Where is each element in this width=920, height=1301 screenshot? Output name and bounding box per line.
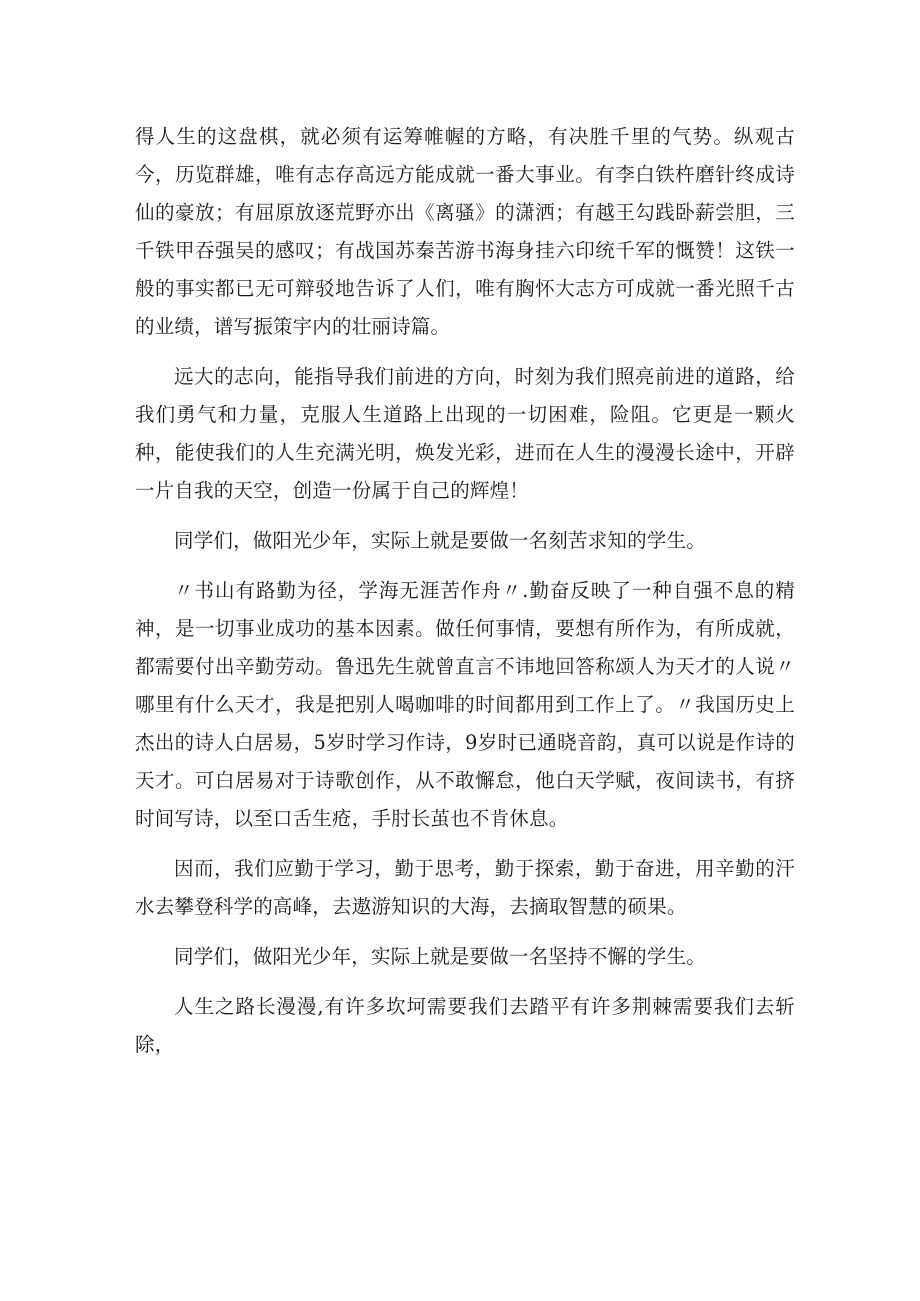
paragraph-2: 远大的志向，能指导我们前进的方向，时刻为我们照亮前进的道路，给我们勇气和力量，克服人生道路上出现的一切困难，险阻。它更是一颗火种，能使我们的人生充满光明，焕发光彩，进而在人生的漫漫长途中，开辟一片自我的天空，创造一份属于自己的辉煌！ (135, 365, 795, 502)
paragraph-5: 因而，我们应勤于学习，勤于思考，勤于探索，勤于奋进，用辛勤的汗水去攀登科学的高峰，去遨游知识的大海，去摘取智慧的硕果。 (135, 857, 795, 918)
paragraph-4: 〃书山有路勤为径，学海无涯苦作舟〃.勤奋反映了一种自强不息的精神，是一切事业成功的基本因素。做任何事情，要想有所作为，有所成就，都需要付出辛勤劳动。鲁迅先生就曾直言不讳地回答称颂人为天才的人说〃哪里有什么天才，我是把别人喝咖啡的时间都用到工作上了。〃我国历史上杰出的诗人白居易，5岁时学习作诗，9岁时已通晓音韵，真可以说是作诗的天才。可白居易对于诗歌创作，从不敢懈怠，他白天学赋，夜间读书，有挤时间写诗，以至口舌生疮，手肘长茧也不肯休息。 (135, 579, 795, 830)
article-body (135, 118, 795, 1076)
paragraph-6: 同学们，做阳光少年，实际上就是要做一名坚持不懈的学生。 (174, 945, 706, 968)
paragraph-7: 人生之路长漫漫,有许多坎坷需要我们去踏平有许多荆棘需要我们去斩除， (135, 995, 795, 1056)
paragraph-3: 同学们，做阳光少年，实际上就是要做一名刻苦求知的学生。 (174, 529, 706, 552)
paragraph-1: 得人生的这盘棋，就必须有运筹帷幄的方略，有决胜千里的气势。纵观古今，历览群雄，唯有志存高远方能成就一番大事业。有李白铁杵磨针终成诗仙的豪放；有屈原放逐荒野亦出《离骚》的潇洒；有越王勾践卧薪尝胆，三千铁甲吞强吴的感叹；有战国苏秦苦游书海身挂六印统千军的慨赞！这铁一般的事实都已无可辩驳地告诉了人们，唯有胸怀大志方可成就一番光照千古的业绩，谱写振策宇内的壮丽诗篇。 (135, 125, 795, 338)
